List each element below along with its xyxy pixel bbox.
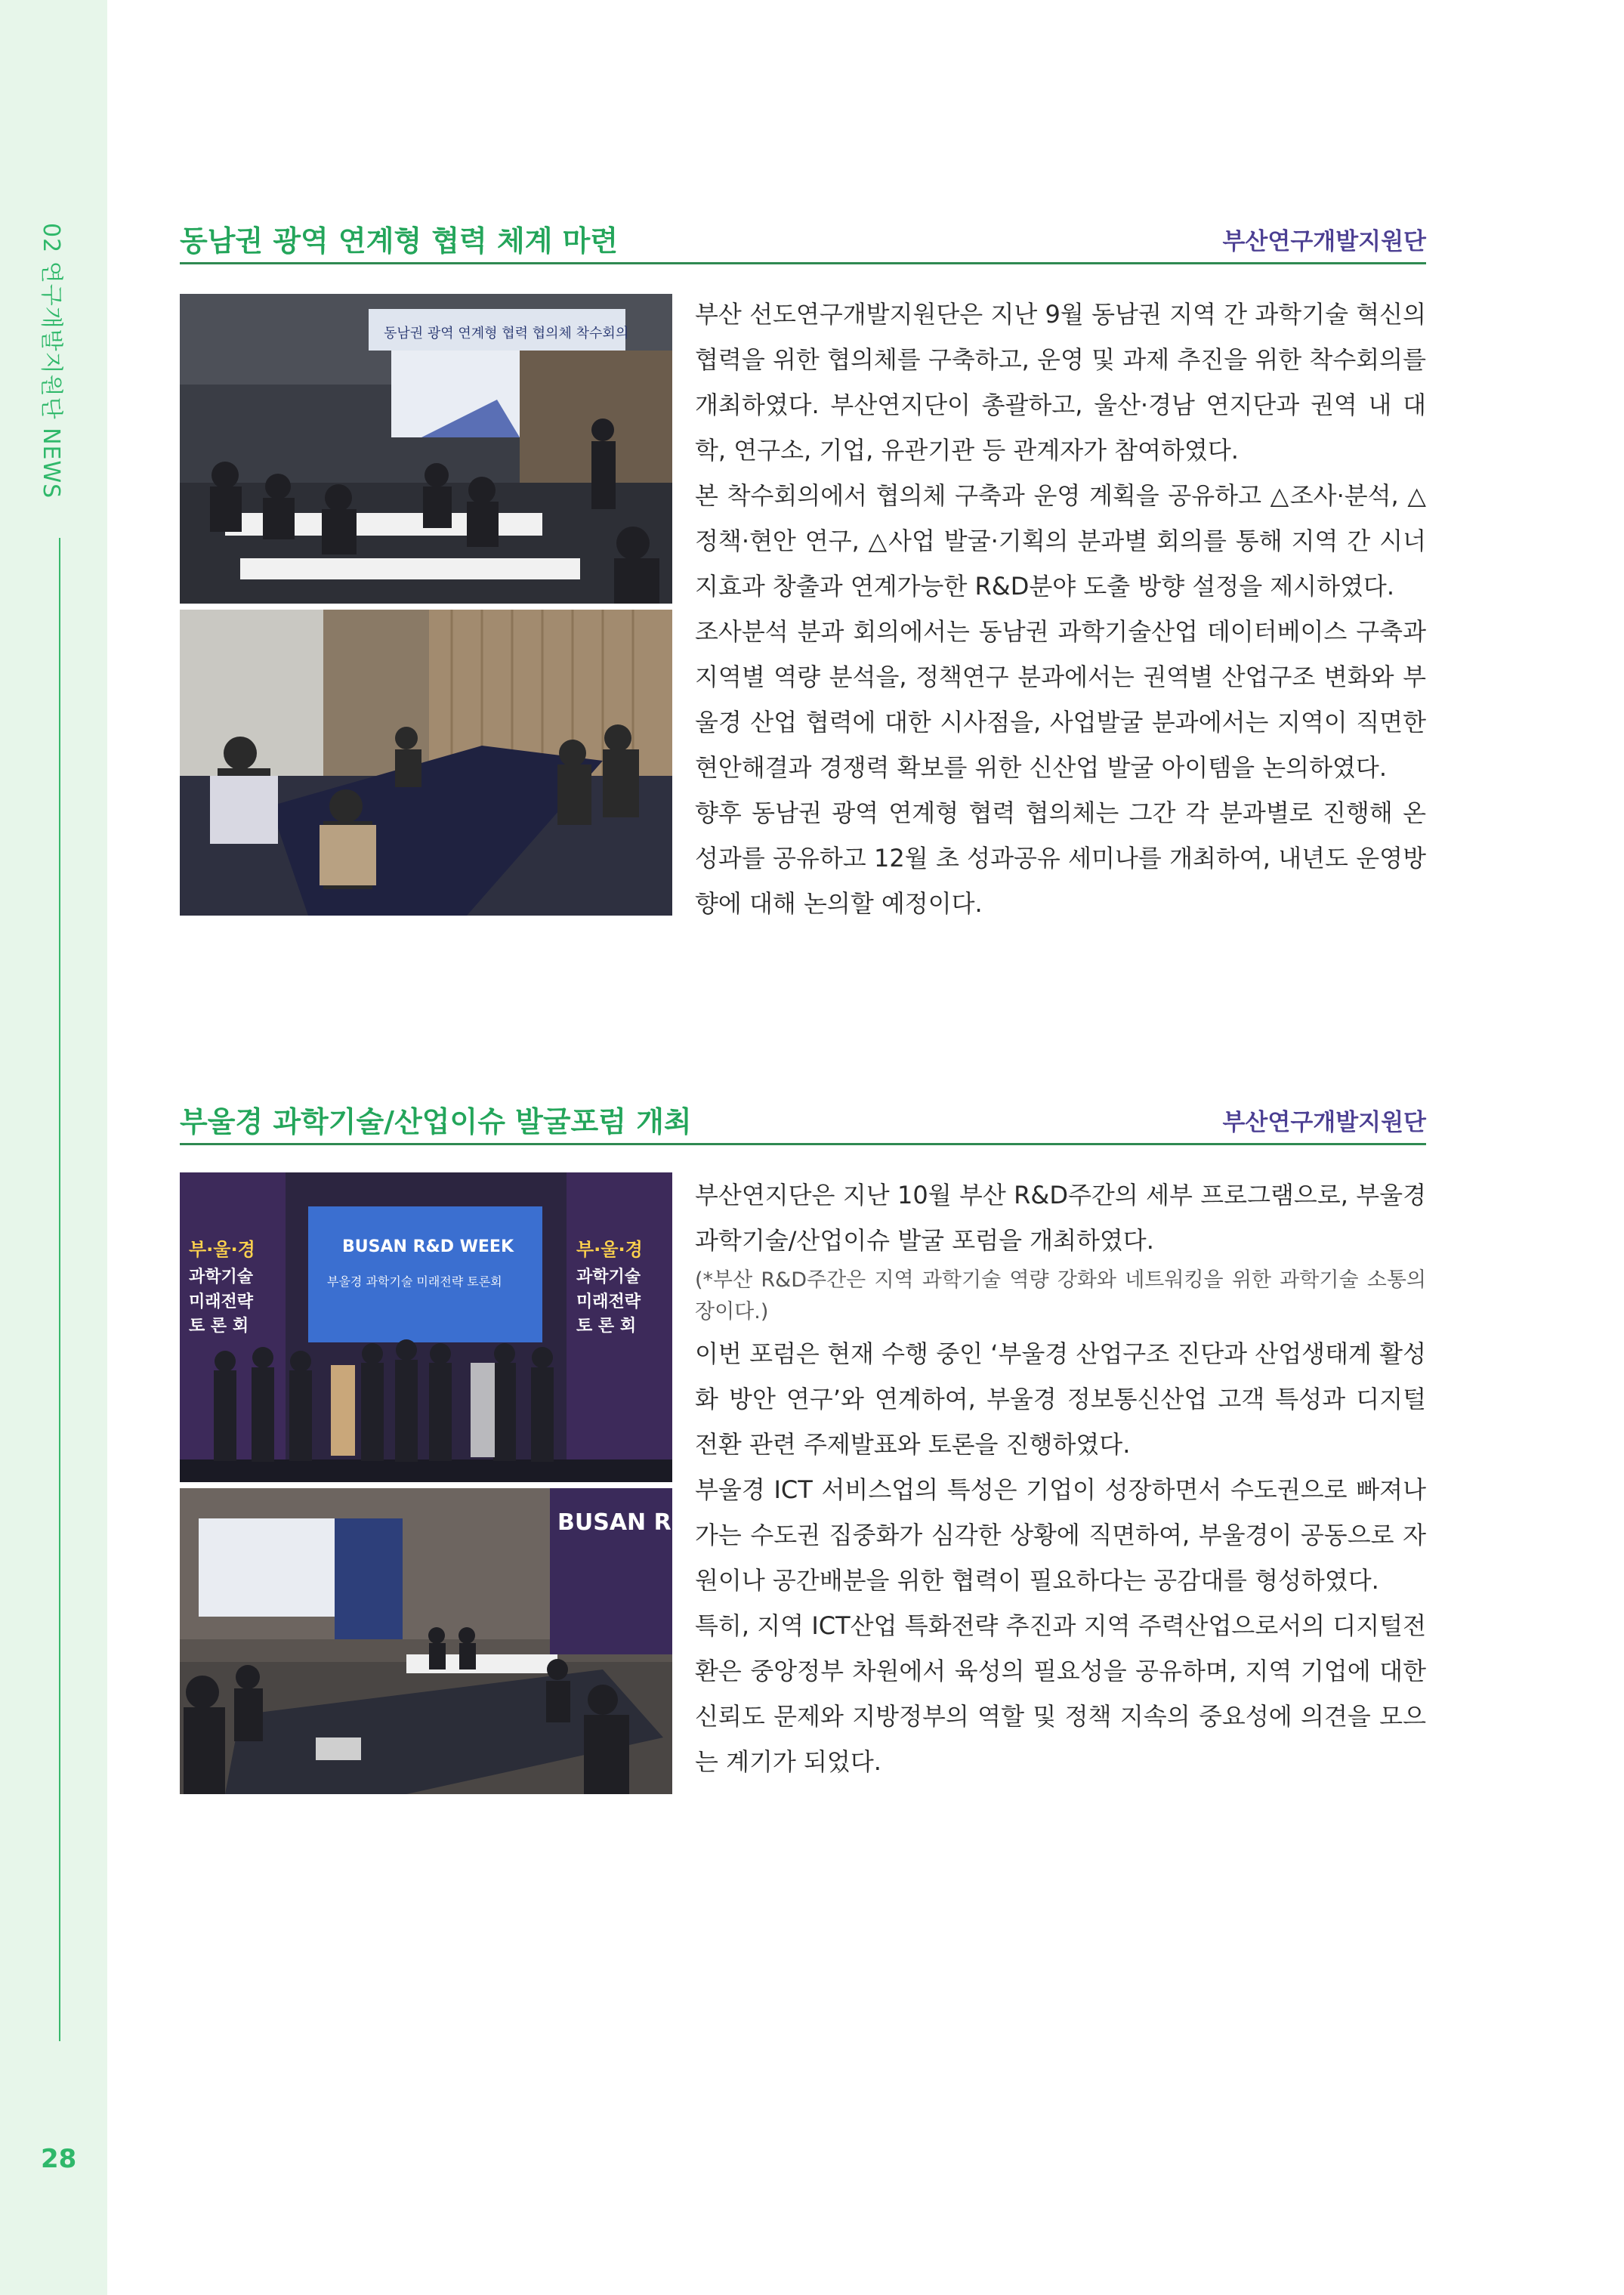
section-label: 02 연구개발지원단 NEWS [38, 223, 64, 499]
banner-text: BUSAN R&D WEEK [557, 1509, 792, 1536]
page-number: 28 [41, 2144, 77, 2174]
article-title: 동남권 광역 연계형 협력 체계 마련 [180, 224, 619, 258]
svg-text:과학기술: 과학기술 [576, 1268, 641, 1286]
sidebar [0, 0, 107, 2295]
article-body [695, 292, 1426, 926]
forum-discussion-photo [180, 1488, 792, 1794]
svg-text:토 론 회: 토 론 회 [189, 1317, 249, 1336]
article-paragraph: 조사분석 분과 회의에서는 동남권 과학기술산업 데이터베이스 구축과 지역별 역량 분석을, 정책연구 분과에서는 권역별 산업구조 변화와 부울경 산업 협력에 대한 시사점을, 사업발굴 분과에서는 지역이 직면한 현안해결과 경쟁력 확보를 위한 신산업 발굴 아이템을 논의하였다. [695, 617, 1426, 782]
article-paragraph: 본 착수회의에서 협의체 구축과 운영 계획을 공유하고 △조사·분석, △정책·현안 연구, △사업 발굴·기획의 분과별 회의를 통해 지역 간 시너지효과 창출과 연계가능한 R&D분야 도출 방향 설정을 제시하였다. [695, 481, 1426, 601]
meeting-photo-2 [180, 610, 672, 916]
article-paragraph: 부울경 ICT 서비스업의 특성은 기업이 성장하면서 수도권으로 빠져나가는 수도권 집중화가 심각한 상황에 직면하여, 부울경이 공동으로 자원이나 공간배분을 위한 협력이 필요하다는 공감대를 형성하였다. [695, 1475, 1426, 1595]
screen-title: BUSAN R&D WEEK [342, 1237, 514, 1256]
screen-subtitle: 부울경 과학기술 미래전략 토론회 [327, 1274, 502, 1289]
sidebar-divider [59, 1286, 60, 2041]
article-paragraph: 부산연지단은 지난 10월 부산 R&D주간의 세부 프로그램으로, 부울경 과학기술/산업이슈 발굴 포럼을 개최하였다. [695, 1181, 1426, 1255]
meeting-photo-1 [180, 294, 672, 604]
article-body [695, 1172, 1426, 1784]
article-paragraph: 부산 선도연구개발지원단은 지난 9월 동남권 지역 간 과학기술 혁신의 협력을 위한 협의체를 구축하고, 운영 및 과제 추진을 위한 착수회의를 개최하였다. 부산연지단이 총괄하고, 울산·경남 연지단과 권역 내 대학, 연구소, 기업, 유관기관 등 관계자가 참여하였다. [695, 300, 1426, 465]
svg-text:부·울·경: 부·울·경 [576, 1239, 643, 1260]
svg-text:과학기술: 과학기술 [189, 1268, 254, 1286]
article-paragraph: 향후 동남권 광역 연계형 협력 협의체는 그간 각 분과별로 진행해 온 성과를 공유하고 12월 초 성과공유 세미나를 개최하여, 내년도 운영방향에 대해 논의할 예정이다. [695, 798, 1426, 918]
article-title: 부울경 과학기술/산업이슈 발굴포럼 개최 [180, 1105, 692, 1138]
article-organization: 부산연구개발지원단 [1222, 1109, 1426, 1136]
article-paragraph: 이번 포럼은 현재 수행 중인 ‘부울경 산업구조 진단과 산업생태계 활성화 방안 연구’와 연계하여, 부울경 정보통신산업 고객 특성과 디지털 전환 관련 주제발표와 토론을 진행하였다. [695, 1339, 1426, 1459]
title-rule [180, 1143, 1426, 1145]
screen-banner-text: 동남권 광역 연계형 협력 협의체 착수회의 [384, 326, 629, 341]
svg-text:부·울·경: 부·울·경 [189, 1239, 255, 1260]
svg-text:토 론 회: 토 론 회 [576, 1317, 637, 1336]
sidebar-divider [59, 538, 60, 1286]
svg-text:미래전략: 미래전략 [576, 1293, 641, 1311]
svg-text:미래전략: 미래전략 [189, 1293, 254, 1311]
article-paragraph: 특히, 지역 ICT산업 특화전략 추진과 지역 주력산업으로서의 디지털전환은 중앙정부 차원에서 육성의 필요성을 공유하며, 지역 기업에 대한 신뢰도 문제와 지방정부의 역할 및 정책 지속의 중요성에 의견을 모으는 계기가 되었다. [695, 1611, 1426, 1776]
article-organization: 부산연구개발지원단 [1222, 228, 1426, 255]
title-rule [180, 262, 1426, 264]
footnote: (*부산 R&D주간은 지역 과학기술 역량 강화와 네트워킹을 위한 과학기술 소통의 장이다.) [695, 1268, 1426, 1324]
forum-group-photo [180, 1172, 672, 1482]
